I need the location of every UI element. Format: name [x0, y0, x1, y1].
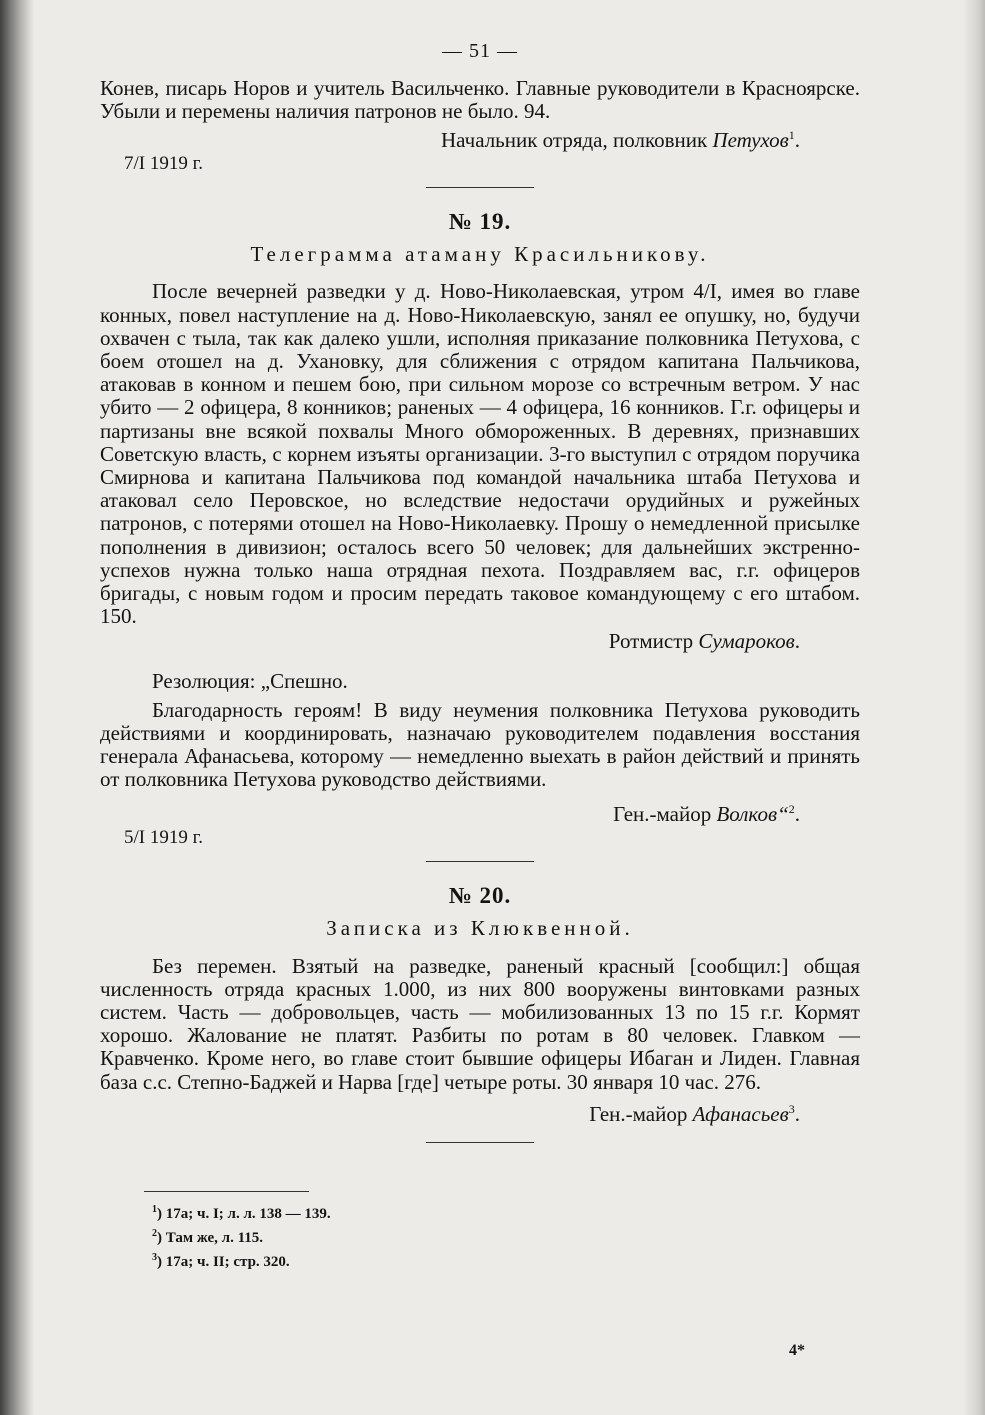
continued-document: [100, 77, 860, 188]
footnotes: [100, 1200, 860, 1272]
footnote: $^1$) 17а; ч. I; л. л. 138 — 139.: [152, 1203, 331, 1222]
footnote: $^3$) 17а; ч. II; стр. 320.: [152, 1251, 290, 1270]
document-title: Телеграмма атаману Красильникову.: [250, 242, 710, 267]
document-19: [100, 210, 860, 862]
signature: Ротмистр Сумароков.: [608, 629, 800, 654]
document-page: [100, 30, 860, 1272]
sheet-signature-mark: 4*: [789, 1342, 805, 1359]
page-edge: [963, 0, 985, 1415]
separator-rule: [426, 187, 534, 188]
signature-title: Ротмистр: [608, 629, 694, 654]
continued-text: Конев, писарь Норов и учитель Васильченко. Главные руководители в Красноярске. Убыли и перемены наличия патронов не было. 94.: [100, 76, 860, 124]
signature-name: Сумароков: [698, 629, 795, 654]
signature-name: Волков“: [716, 801, 789, 826]
footnote-ref: 2: [788, 801, 795, 816]
signature: Ген.-майор Афанасьев$^3$.: [589, 1101, 800, 1126]
separator-rule: [426, 861, 534, 862]
document-20: [100, 884, 860, 1143]
document-number: № 20.: [448, 883, 512, 909]
document-title: Записка из Клюквенной.: [326, 916, 634, 941]
book-spine-shadow: [0, 0, 34, 1415]
footnote: $^2$) Там же, л. 115.: [152, 1227, 264, 1246]
page-number: — 51 —: [442, 40, 518, 62]
resolution-label: Резолюция: „Спешно.: [152, 668, 348, 693]
document-body: После вечерней разведки у д. Ново-Николаевская, утром 4/I, имея во главе конных, повел наступление на д. Ново-Николаевскую, занял ее опушку, но, будучи охвачен с тыла, так как далеко ушли, исполняя приказание полковника Петухова, с боем отошел на д. Ухановку, для сближения с отрядом капитана Пальчикова, атаковав в конном и пешем бою, при сильном морозе со встречным ветром. У нас убито — 2 офицера, 8 конников; раненых — 4 офицера, 16 конников. Г.г. офицеры и партизаны вне всякой похвалы Много обмороженных. В деревнях, признавших Советскую власть, с корнем изъяты организации. 3-го выступил с отрядом поручика Смирнова и капитана Пальчикова под командой начальника штаба Петухова и атаковал село Перовское, но вследствие недостачи орудийных и ружейных патронов, с потерями отошел на Ново-Николаевку. Прошу о немедленной присылке пополнения в дивизион; осталось всего 50 человек; для дальнейших экстренно-успехов нужна только наша отрядная пехота. Поздравляем вас, г.г. офицеров бригады, с новым годом и просим передать таковое командующему с его штабом. 150.: [100, 279, 860, 629]
footnote-ref: 3: [788, 1101, 795, 1116]
signature: Начальник отряда, полковник Петухов$^1$.: [440, 127, 800, 152]
resolution-text: Благодарность героям! В виду неумения полковника Петухова руководить действиями и координировать, назначаю руководителем подавления восстания генерала Афанасьева, которому — немедленно выехать в район действий и принять от полковника Петухова руководство действиями.: [100, 697, 860, 792]
document-date: 5/I 1919 г.: [124, 826, 204, 848]
signature-name: Афанасьев: [692, 1101, 789, 1126]
signature-title: Ген.-майор: [589, 1101, 688, 1126]
signature-title: Ген.-майор: [613, 801, 712, 826]
document-date: 7/I 1919 г.: [124, 152, 204, 174]
document-body: Без перемен. Взятый на разведке, раненый красный [сообщил:] общая численность отряда красных 1.000, из них 800 вооружены винтовками разных систем. Часть — добровольцев, часть — мобилизованных 13 по 15 г.г. Кормят хорошо. Жалование не платят. Разбиты по ротам в 80 человек. Главком — Кравченко. Кроме него, во главе стоит бывшие офицеры Ибаган и Лиден. Главная база с.с. Степно-Баджей и Нарва [где] четыре роты. 30 января 10 час. 276.: [100, 953, 860, 1094]
document-number: № 19.: [448, 209, 512, 235]
signature-title: Начальник отряда, полковник: [440, 127, 708, 152]
footnotes-rule: [144, 1191, 309, 1192]
signature-name: Петухов: [712, 127, 789, 152]
separator-rule: [426, 1142, 534, 1143]
resolution-signature: Ген.-майор Волков“$^2$.: [613, 801, 800, 826]
footnote-ref: 1: [788, 127, 795, 142]
